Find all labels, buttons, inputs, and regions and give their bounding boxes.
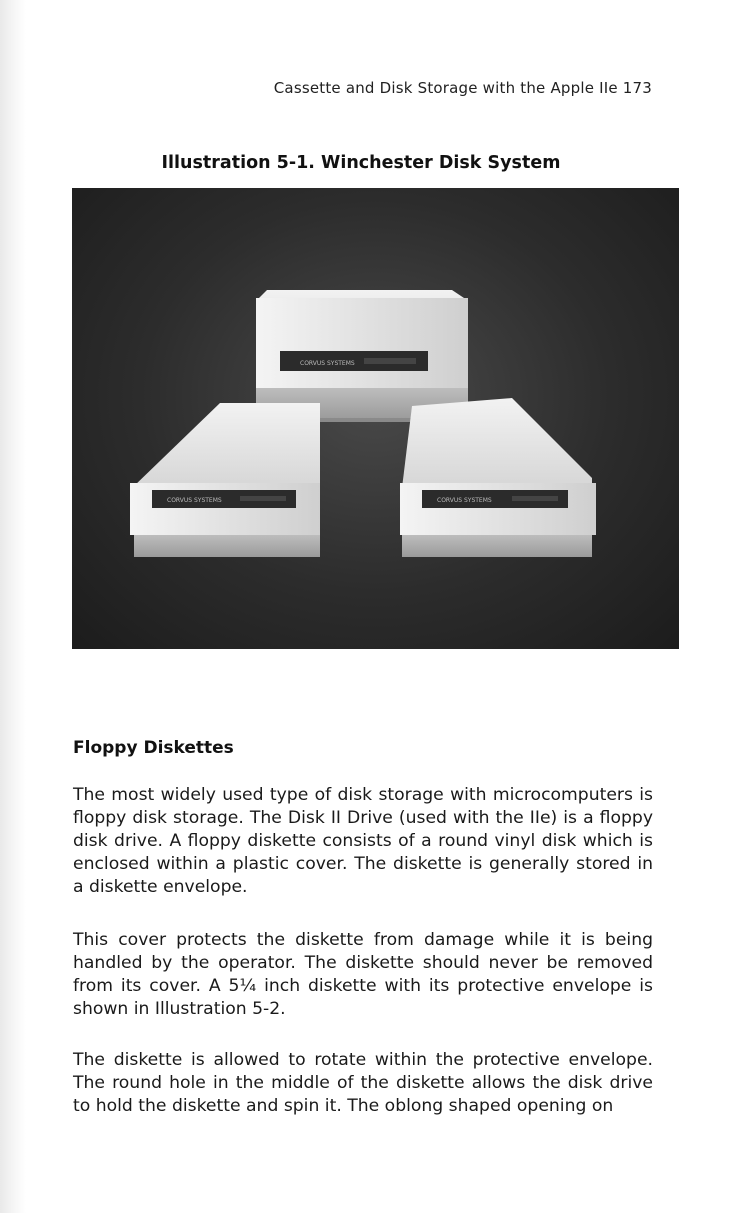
page-edge-shadow bbox=[0, 0, 26, 1213]
running-head: Cassette and Disk Storage with the Apple IIe 173 bbox=[273, 79, 652, 97]
figure-caption: Illustration 5-1. Winchester Disk System bbox=[161, 153, 561, 173]
unit-badge: CORVUS SYSTEMS bbox=[167, 497, 222, 504]
unit-badge: CORVUS SYSTEMS bbox=[437, 497, 492, 504]
unit-badge: CORVUS SYSTEMS bbox=[300, 360, 355, 367]
drive-unit-right bbox=[400, 398, 596, 557]
paragraph: This cover protects the diskette from damage while it is being handled by the operator. The diskette should never be removed from its cover. A 5¼ inch diskette with its protective envelope is shown in Illustration 5-2. bbox=[73, 930, 653, 1019]
drive-unit-left bbox=[130, 403, 320, 557]
drive-unit-top bbox=[256, 290, 468, 422]
section-heading: Floppy Diskettes bbox=[73, 738, 234, 758]
paragraph: The most widely used type of disk storage with microcomputers is floppy disk storage. The Disk II Drive (used with the IIe) is a floppy disk drive. A floppy diskette consists of a round vinyl disk which is enclosed within a plastic cover. The diskette is generally stored in a diskette envelope. bbox=[73, 785, 653, 897]
winchester-disk-photo bbox=[72, 188, 679, 649]
paragraph: The diskette is allowed to rotate within the protective envelope. The round hole in the middle of the diskette allows the disk drive to hold the diskette and spin it. The oblong shaped opening on bbox=[73, 1050, 653, 1116]
